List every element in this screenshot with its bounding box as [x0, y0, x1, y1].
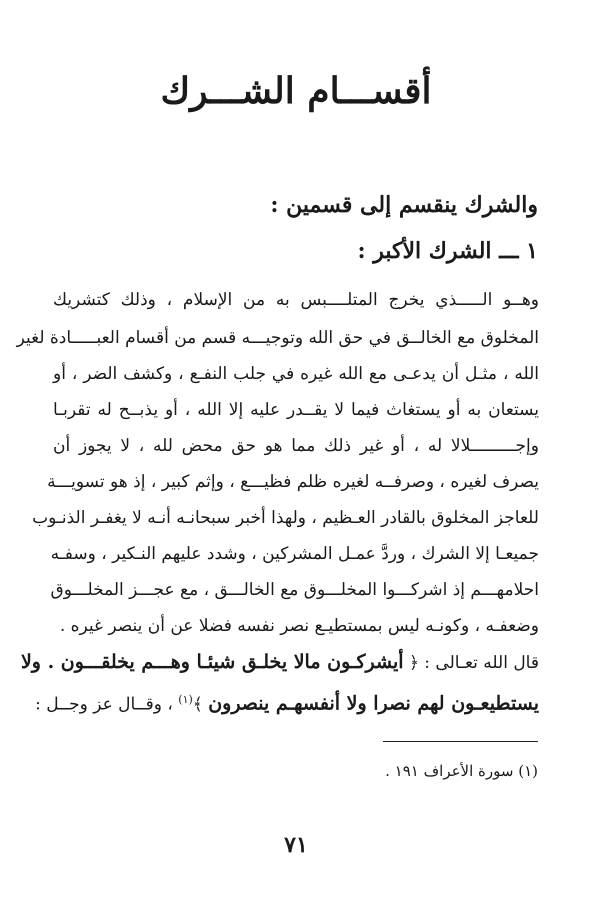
quote-line-1 — [20, 650, 539, 675]
quran-verse-part-2: يستطيعـون لهم نصرا ولا أنفسهـم ينصرون — [208, 692, 539, 715]
body-line: يستعان به أو يستغاث فيما لا يقــدر عليه إلا الله ، أو يذبــح له تقربـا — [53, 400, 539, 420]
footnote: (١) سورة الأعراف ١٩١ . — [385, 762, 538, 780]
body-line: للعاجز المخلوق بالقادر العـظيم ، ولهذا أخبر سبحانـه أنـه لا يغفـر الذنـوب — [32, 508, 539, 528]
quran-verse-part-1: أيشركـون مالا يخلـق شيئـا وهـــم يخلقـــون . ولا — [20, 651, 404, 673]
body-line: الله ، مثـل أن يدعـى مع الله غيره في جلب النفـع ، وكشف الضر ، أو — [53, 364, 539, 384]
quote-line-2 — [35, 688, 539, 717]
quote-outro: ، وقــال عز وجــل : — [35, 694, 173, 715]
intro-heading: والشرك ينقسم إلى قسمين : — [270, 192, 538, 218]
section-heading: ١ ـــ الشرك الأكبر : — [357, 238, 538, 264]
quote-intro: قال الله تعـالى : ﴿ — [408, 653, 539, 673]
footnote-reference: (١) — [178, 693, 193, 706]
body-line: وهــو الـــــذي يخرج المتلــــبس به من الإسلام ، وذلك كتشريك — [53, 290, 539, 310]
body-line: احلامهـــم إذ اشركـــوا المخلـــوق مع الخالـــق ، مع عجـــز المخلـــوق — [50, 580, 539, 600]
quote-close: ﴾ — [192, 694, 203, 715]
page-title: أقســـام الشـــرك — [160, 70, 432, 112]
body-line: المخلوق مع الخالــق في حق الله وتوجيـــه قسم من أقسام العبـــــادة لغير — [16, 328, 539, 348]
footnote-separator — [383, 741, 538, 742]
body-line: وضعفـه ، وكونـه ليس بمستطيـع نصر نفسه فضلا عن أن ينصر غيره . — [59, 616, 539, 636]
body-line: وإجـــــــــلالا له ، أو غير ذلك مما هو حق محض لله ، لا يجوز أن — [53, 436, 539, 456]
body-line: جميعـا إلا الشرك ، وردَّ عمـل المشركين ، وشدد عليهم النـكير ، وسفـه — [50, 544, 539, 564]
page-number: ٧١ — [284, 832, 308, 858]
body-line: يصرف لغيره ، وصرفــه لغيره ظلم فظيـــع ، وإثم كبير ، إذ هو تسويـــة — [47, 472, 539, 492]
